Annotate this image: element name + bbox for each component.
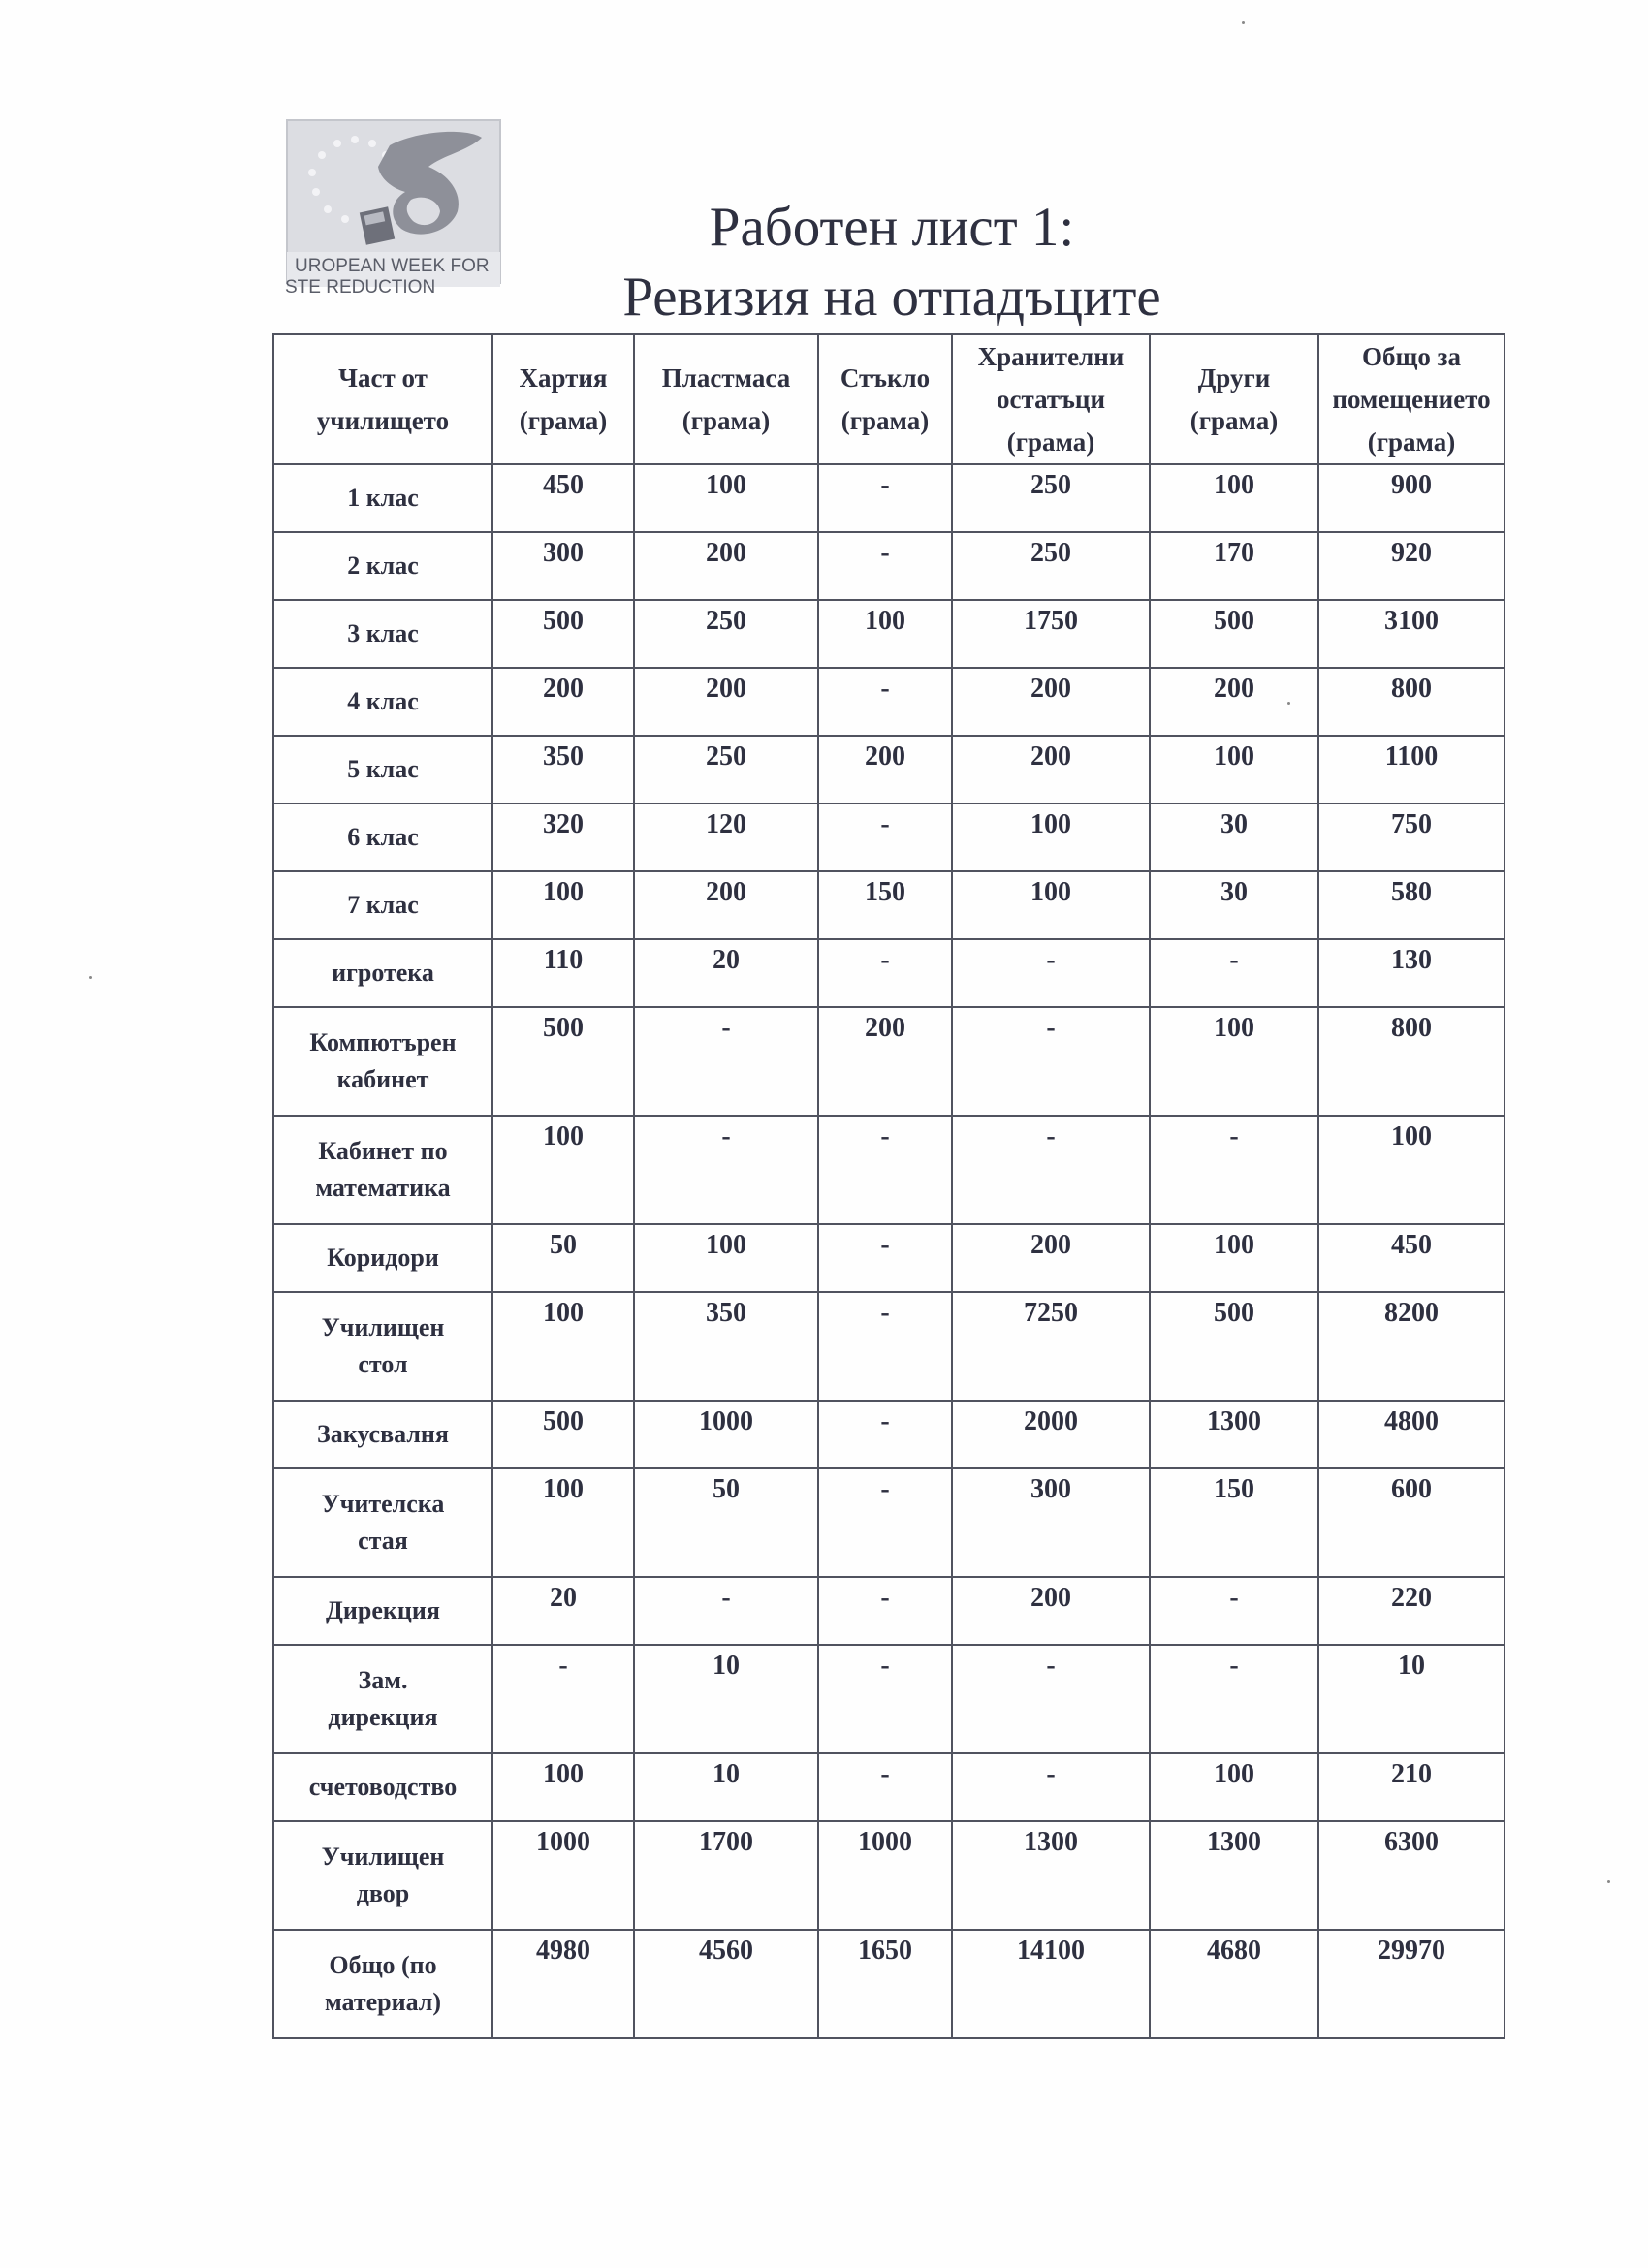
- table-cell: -: [492, 1645, 634, 1753]
- table-cell: 210: [1318, 1753, 1505, 1821]
- table-row: [273, 736, 1505, 803]
- row-label: счетоводство: [273, 1753, 492, 1821]
- table-cell: 1750: [952, 600, 1150, 668]
- table-cell: -: [818, 668, 952, 736]
- table-cell: 100: [952, 871, 1150, 939]
- table-cell: 170: [1150, 532, 1318, 600]
- table-row: [273, 1821, 1505, 1930]
- table-cell: 8200: [1318, 1292, 1505, 1401]
- table-cell: 450: [1318, 1224, 1505, 1292]
- table-cell: 200: [818, 1007, 952, 1116]
- table-cell: 250: [634, 736, 818, 803]
- table-cell: 800: [1318, 668, 1505, 736]
- row-label: Коридори: [273, 1224, 492, 1292]
- header-plastic: Пластмаса (грама): [634, 334, 818, 464]
- table-cell: 1300: [1150, 1821, 1318, 1930]
- table-row: [273, 1224, 1505, 1292]
- table-cell: 100: [818, 600, 952, 668]
- table-row: [273, 600, 1505, 668]
- worksheet-title: Работен лист 1:: [709, 197, 1075, 258]
- table-cell: -: [634, 1116, 818, 1224]
- logo-text-line1: UROPEAN WEEK FOR: [295, 256, 490, 276]
- table-cell: 110: [492, 939, 634, 1007]
- row-label: 1 клас: [273, 464, 492, 532]
- table-cell: 300: [492, 532, 634, 600]
- table-row: [273, 1116, 1505, 1224]
- table-cell: 150: [818, 871, 952, 939]
- header-paper: Хартия (грама): [492, 334, 634, 464]
- table-cell: -: [952, 1007, 1150, 1116]
- table-cell: 100: [1150, 1224, 1318, 1292]
- table-cell: 100: [492, 871, 634, 939]
- table-cell: 900: [1318, 464, 1505, 532]
- row-label: 6 клас: [273, 803, 492, 871]
- scan-speck: [89, 976, 92, 979]
- table-cell: 6300: [1318, 1821, 1505, 1930]
- table-cell: 800: [1318, 1007, 1505, 1116]
- table-cell: 14100: [952, 1930, 1150, 2038]
- table-cell: 2000: [952, 1401, 1150, 1468]
- table-cell: 200: [952, 1224, 1150, 1292]
- table-cell: -: [952, 939, 1150, 1007]
- table-cell: 200: [634, 668, 818, 736]
- table-cell: -: [818, 1401, 952, 1468]
- table-cell: 450: [492, 464, 634, 532]
- table-body: [273, 464, 1505, 2038]
- table-cell: 500: [492, 1401, 634, 1468]
- table-row: [273, 532, 1505, 600]
- table-cell: 350: [634, 1292, 818, 1401]
- table-cell: 50: [492, 1224, 634, 1292]
- table-cell: 200: [952, 1577, 1150, 1645]
- table-cell: 4560: [634, 1930, 818, 2038]
- table-row: [273, 1930, 1505, 2038]
- table-cell: 10: [634, 1753, 818, 1821]
- table-cell: 580: [1318, 871, 1505, 939]
- table-cell: 250: [634, 600, 818, 668]
- table-cell: 100: [952, 803, 1150, 871]
- table-cell: -: [1150, 1645, 1318, 1753]
- table-cell: 4980: [492, 1930, 634, 2038]
- table-cell: -: [818, 939, 952, 1007]
- table-cell: 20: [634, 939, 818, 1007]
- scan-speck: [1242, 21, 1245, 24]
- table-cell: 100: [492, 1468, 634, 1577]
- table-cell: 100: [634, 1224, 818, 1292]
- table-cell: 100: [1150, 464, 1318, 532]
- logo-text-line2: STE REDUCTION: [285, 277, 436, 298]
- table-cell: 200: [952, 736, 1150, 803]
- table-cell: 20: [492, 1577, 634, 1645]
- table-cell: 250: [952, 464, 1150, 532]
- header-glass: Стъкло (грама): [818, 334, 952, 464]
- logo: [283, 116, 545, 315]
- table-cell: 1300: [1150, 1401, 1318, 1468]
- table-cell: 30: [1150, 871, 1318, 939]
- table-cell: 200: [952, 668, 1150, 736]
- table-cell: 500: [1150, 600, 1318, 668]
- table-cell: -: [634, 1007, 818, 1116]
- table-cell: 100: [492, 1292, 634, 1401]
- row-label: 2 клас: [273, 532, 492, 600]
- table-cell: 100: [634, 464, 818, 532]
- table-cell: 200: [634, 871, 818, 939]
- row-label: игротека: [273, 939, 492, 1007]
- table-cell: 500: [492, 600, 634, 668]
- table-row: [273, 1753, 1505, 1821]
- row-label: Зам. дирекция: [273, 1645, 492, 1753]
- row-label: Училищен стол: [273, 1292, 492, 1401]
- row-label: 7 клас: [273, 871, 492, 939]
- table-cell: -: [1150, 1116, 1318, 1224]
- row-label: Училищен двор: [273, 1821, 492, 1930]
- table-row: [273, 1468, 1505, 1577]
- table-cell: 4800: [1318, 1401, 1505, 1468]
- worksheet-subtitle: Ревизия на отпадъците: [622, 267, 1161, 328]
- table-cell: 200: [818, 736, 952, 803]
- table-cell: 200: [1150, 668, 1318, 736]
- table-cell: 100: [492, 1753, 634, 1821]
- table-cell: 1000: [634, 1401, 818, 1468]
- table-cell: 1000: [818, 1821, 952, 1930]
- table-cell: 30: [1150, 803, 1318, 871]
- table-cell: -: [952, 1645, 1150, 1753]
- scan-speck: [1287, 702, 1290, 705]
- table-cell: -: [818, 1645, 952, 1753]
- row-label: Закусвалня: [273, 1401, 492, 1468]
- row-label: 3 клас: [273, 600, 492, 668]
- header-room-total: Общо за помещението (грама): [1318, 334, 1505, 464]
- row-label: 4 клас: [273, 668, 492, 736]
- table-row: [273, 1577, 1505, 1645]
- table-cell: 920: [1318, 532, 1505, 600]
- european-week-waste-reduction-logo-image: [283, 116, 545, 315]
- table-cell: -: [818, 1116, 952, 1224]
- waste-audit-table: [272, 333, 1505, 2039]
- scan-speck: [1607, 1880, 1610, 1883]
- header-school-part: Част от училището: [273, 334, 492, 464]
- table-cell: -: [818, 1468, 952, 1577]
- table-cell: 100: [1150, 736, 1318, 803]
- table-cell: 3100: [1318, 600, 1505, 668]
- table-cell: 7250: [952, 1292, 1150, 1401]
- header-other: Други (грама): [1150, 334, 1318, 464]
- table-cell: -: [952, 1753, 1150, 1821]
- table-cell: 10: [1318, 1645, 1505, 1753]
- table-cell: -: [818, 803, 952, 871]
- table-cell: 29970: [1318, 1930, 1505, 2038]
- table-cell: 1700: [634, 1821, 818, 1930]
- table-row: [273, 1645, 1505, 1753]
- table-cell: -: [1150, 939, 1318, 1007]
- table-cell: 350: [492, 736, 634, 803]
- row-label: Учителска стая: [273, 1468, 492, 1577]
- table-cell: 750: [1318, 803, 1505, 871]
- table-cell: 100: [1150, 1753, 1318, 1821]
- table-cell: -: [1150, 1577, 1318, 1645]
- table-row: [273, 939, 1505, 1007]
- table-cell: 100: [1318, 1116, 1505, 1224]
- table-cell: 4680: [1150, 1930, 1318, 2038]
- table-cell: -: [818, 532, 952, 600]
- table-cell: 10: [634, 1645, 818, 1753]
- table-cell: 600: [1318, 1468, 1505, 1577]
- row-label: Кабинет по математика: [273, 1116, 492, 1224]
- table-cell: -: [818, 1753, 952, 1821]
- table-cell: 320: [492, 803, 634, 871]
- table-cell: -: [818, 464, 952, 532]
- table-cell: -: [634, 1577, 818, 1645]
- table-row: [273, 1401, 1505, 1468]
- table-cell: 100: [1150, 1007, 1318, 1116]
- table-cell: -: [818, 1224, 952, 1292]
- table-cell: 500: [492, 1007, 634, 1116]
- header-food-waste: Хранителни остатъци (грама): [952, 334, 1150, 464]
- table-cell: -: [818, 1292, 952, 1401]
- row-label: 5 клас: [273, 736, 492, 803]
- table-cell: -: [952, 1116, 1150, 1224]
- table-cell: 200: [492, 668, 634, 736]
- table-row: [273, 871, 1505, 939]
- table-cell: -: [818, 1577, 952, 1645]
- table-row: [273, 1007, 1505, 1116]
- table-cell: 250: [952, 532, 1150, 600]
- table-row: [273, 1292, 1505, 1401]
- table-cell: 1650: [818, 1930, 952, 2038]
- table-cell: 50: [634, 1468, 818, 1577]
- table-row: [273, 668, 1505, 736]
- table-cell: 1300: [952, 1821, 1150, 1930]
- row-label: Компютърен кабинет: [273, 1007, 492, 1116]
- table-row: [273, 464, 1505, 532]
- table-cell: 200: [634, 532, 818, 600]
- table-cell: 1100: [1318, 736, 1505, 803]
- table-cell: 130: [1318, 939, 1505, 1007]
- table-cell: 500: [1150, 1292, 1318, 1401]
- table-row: [273, 803, 1505, 871]
- table-header-row: [273, 334, 1505, 464]
- table-cell: 220: [1318, 1577, 1505, 1645]
- table-cell: 100: [492, 1116, 634, 1224]
- row-label: Дирекция: [273, 1577, 492, 1645]
- row-label: Общо (по материал): [273, 1930, 492, 2038]
- table-cell: 120: [634, 803, 818, 871]
- table-cell: 300: [952, 1468, 1150, 1577]
- table-cell: 1000: [492, 1821, 634, 1930]
- table-cell: 150: [1150, 1468, 1318, 1577]
